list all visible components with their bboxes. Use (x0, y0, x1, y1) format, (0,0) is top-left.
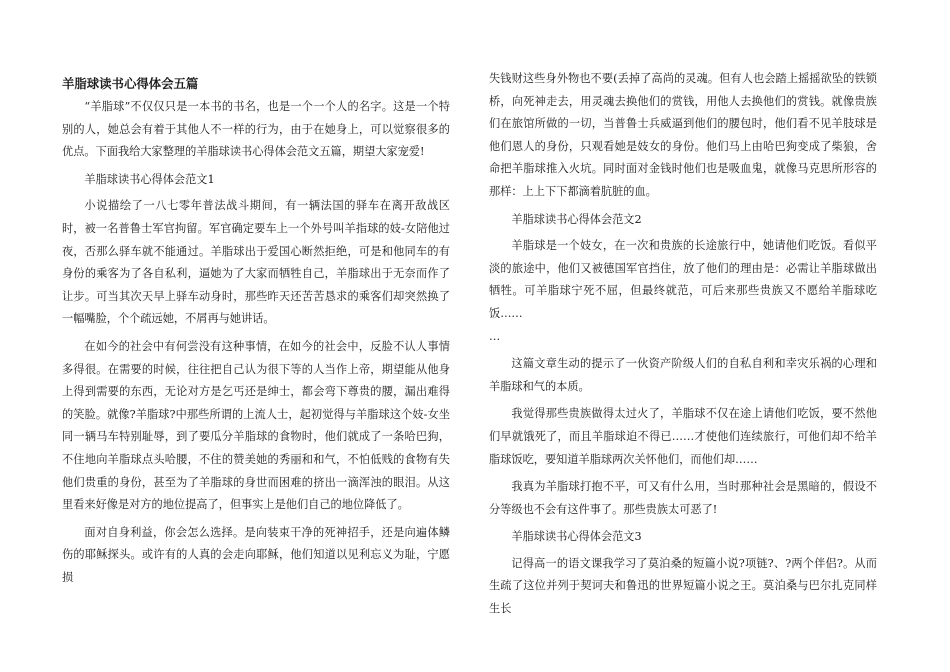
paragraph: 这篇文章生动的提示了一伙资产阶级人们的自私自利和幸灾乐祸的心理和羊脂球和气的本质。 (489, 357, 877, 393)
paragraph: 小说描绘了一八七零年普法战斗期间，有一辆法国的驿车在离开敌战区时，被一名普鲁士军官拘留。军官确定要车上一个外号叫羊指球的妓-女陪他过夜，否那么驿车就不能通过。羊脂球出于爱国心断然拒绝，可是和他同车的有身份的乘客为了各自私利，逼她为了大家而牺牲自己，羊脂球出于无奈而作了让步。可当其次天早上驿车动身时，那些昨天还苦苦恳求的乘客们却突然换了一幅嘴脸，个个疏远她，不屑再与她讲话。 (62, 199, 450, 326)
section-heading-3: 羊脂球读书心得体会范文3 (511, 530, 642, 544)
intro-paragraph: “羊脂球”不仅仅只是一本书的书名，也是一个一个人的名字。这是一个特别的人，她总会有着于其他人不一样的行为，由于在她身上，可以觉察很多的优点。下面我给大家整理的羊脂球读书心得体会范文五篇，期望大家宠爱! (62, 100, 450, 159)
paragraph-continued: 失钱财这些身外物也不要(丢掉了高尚的灵魂。但有人也会踏上摇摇欲坠的铁锁桥，向死神走去，用灵魂去换他们的赏钱，用他人去换他们的赏钱。就像贵族们在旅馆所做的一切，当普鲁士兵威逼到他们的腰包时，他们看不见羊肢球是他们恩人的身份，只观看她是妓女的身份。他们马上由哈巴狗变成了柴狼，舍命把羊脂球推入火坑。同时面对金钱时他们也是吸血鬼，就像马克思所形容的那样：上上下下都滴着肮脏的血。 (489, 72, 877, 198)
paragraph: 在如今的社会中有何尝没有这种事情，在如今的社会中，反脸不认人事情多得很。在需要的时候，往往把自己认为很下等的人当作上帝，期望能从他身上得到需要的东西，无论对方是乞丐还是绅士，都会弯下尊贵的腰，漏出难得的笑脸。就像?羊脂球?中那些所谓的上流人士，起初觉得与羊脂球这个妓-女坐同一辆马车特别耻辱，到了要瓜分羊脂球的食物时，他们就成了一条哈巴狗，不住地向羊脂球点头哈腰，不住的赞美她的秀丽和和气，不怕低贱的食物有失他们贵重的身份，甚至为了羊脂球的身世而困难的挤出一滴浑浊的眼泪。从这里看来好像是对方的地位提高了，但事实上是他们自己的地位降低了。 (62, 339, 450, 512)
right-column (489, 68, 877, 621)
paragraph: 面对自身利益，你会怎么选择。是向装束干净的死神招手，还是向遍体鳞伤的耶稣探头。或许有的人真的会走向耶稣，他们知道以见利忘义为耻，宁愿损 (62, 525, 450, 584)
section-heading-2: 羊脂球读书心得体会范文2 (511, 212, 642, 226)
paragraph: 我真为羊脂球打抱不平，可又有什么用，当时那种社会是黑暗的，假设不分等级也不会有这件事了。那些贵族太可恶了! (489, 480, 877, 516)
paragraph: 羊脂球是一个妓女，在一次和贵族的长途旅行中，她请他们吃饭。看似平淡的旅途中，他们又被德国军官挡住，放了他们的理由是：必需让羊脂球做出牺牲。可羊脂球宁死不屈，但最终就范，可后来那些贵族又不愿给羊脂球吃饭…… (489, 239, 877, 320)
document-title: 羊脂球读书心得体会五篇 (62, 76, 199, 91)
paragraph: 记得高一的语文课我学习了莫泊桑的短篇小说?项链?、?两个伴侣?。从而生疏了这位并列于契诃夫和鲁迅的世界短篇小说之王。莫泊桑与巴尔扎克同样生长 (489, 556, 877, 616)
section-heading-1: 羊脂球读书心得体会范文1 (84, 172, 215, 186)
ellipsis-line: … (489, 329, 501, 343)
left-column (62, 74, 450, 589)
paragraph: 我觉得那些贵族做得太过火了，羊脂球不仅在途上请他们吃饭，要不然他们早就饿死了，而且羊脂球迫不得已……才使他们连续旅行，可他们却不给羊脂球饭吃，要知道羊脂球两次关怀他们，而他们却…… (489, 407, 877, 466)
